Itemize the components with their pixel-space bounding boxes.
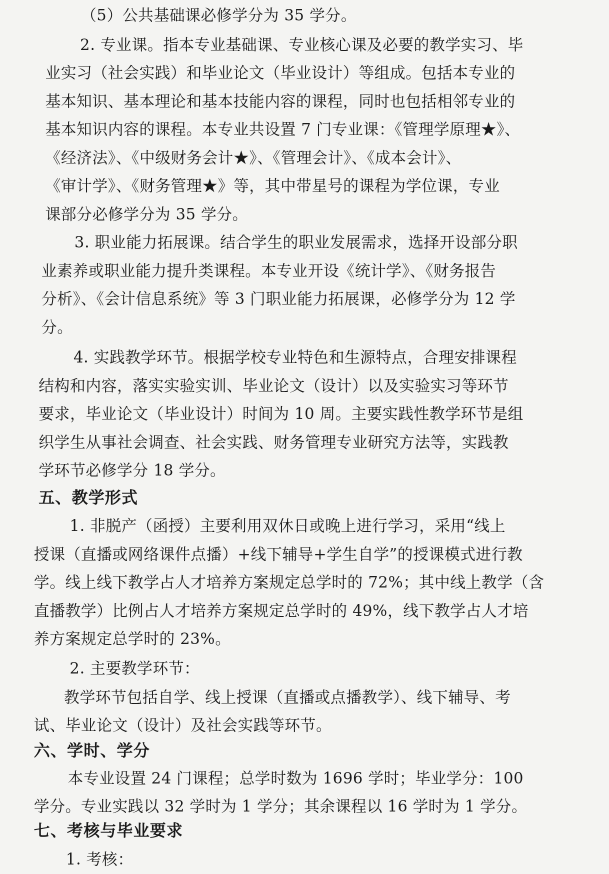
text-line: 结构和内容，落实实验实训、毕业论文（设计）以及实验实习等环节 bbox=[38, 376, 509, 395]
text-line: 2. 主要教学环节： bbox=[69, 659, 200, 678]
text-line: 学分。专业实践以 32 学时为 1 学分；其余课程以 16 学时为 1 学分。 bbox=[33, 797, 528, 816]
text-line: 《经济法》、《中级财务会计★》、《管理会计》、《成本会计》、 bbox=[45, 148, 462, 167]
text-line: 基本知识内容的课程。本专业共设置 7 门专业课：《管理学原理★》、 bbox=[45, 120, 521, 139]
text-line: 课部分必修学分为 35 学分。 bbox=[45, 205, 248, 224]
text-line: 分析》、《会计信息系统》等 3 门职业能力拓展课，必修学分为 12 学 bbox=[41, 290, 516, 308]
text-line: 4. 实践教学环节。根据学校专业特色和生源特点，合理安排课程 bbox=[73, 348, 517, 367]
text-line: 业素养或职业能力提升类课程。本专业开设《统计学》、《财务报告 bbox=[41, 261, 497, 280]
text-line: （5）公共基础课必修学分为 35 学分。 bbox=[80, 6, 357, 25]
text-line: 《审计学》、《财务管理★》等，其中带星号的课程为学位课，专业 bbox=[45, 177, 500, 195]
section-heading-hours-credits: 六、学时、学分 bbox=[33, 742, 150, 761]
text-line: 分。 bbox=[41, 318, 73, 337]
text-line: 织学生从事社会调查、社会实践、财务管理专业研究方法等，实践教 bbox=[38, 433, 509, 452]
text-line: 业实习（社会实践）和毕业论文（毕业设计）等组成。包括本专业的 bbox=[45, 64, 516, 82]
text-line: 授课（直播或网络课件点播）+线下辅导+学生自学”的授课模式进行教 bbox=[33, 545, 523, 564]
text-line: 1. 非脱产（函授）主要利用双休日或晚上进行学习，采用“线上 bbox=[69, 516, 506, 535]
text-line: 学。线上线下教学占人才培养方案规定总学时的 72%；其中线上教学（含 bbox=[33, 573, 545, 592]
section-heading-assessment: 七、考核与毕业要求 bbox=[33, 822, 184, 841]
text-line: 本专业设置 24 门课程；总学时数为 1696 学时；毕业学分：100 bbox=[67, 769, 524, 788]
text-line: 1. 考核： bbox=[65, 850, 134, 869]
text-line: 要求，毕业论文（毕业设计）时间为 10 周。主要实践性教学环节是组 bbox=[38, 404, 524, 423]
text-line: 3. 职业能力拓展课。结合学生的职业发展需求，选择开设部分职 bbox=[74, 233, 518, 252]
text-line: 教学环节包括自学、线上授课（直播或点播教学）、线下辅导、考 bbox=[64, 688, 511, 707]
text-line: 学环节必修学分 18 学分。 bbox=[38, 461, 226, 480]
text-line: 基本知识、基本理论和基本技能内容的课程，同时也包括相邻专业的 bbox=[45, 92, 516, 111]
section-heading-teaching-form: 五、教学形式 bbox=[38, 488, 139, 508]
text-line: 直播教学）比例占人才培养方案规定总学时的 49%，线下教学占人才培 bbox=[33, 601, 529, 620]
text-line: 2. 专业课。指本专业基础课、专业核心课及必要的教学实习、毕 bbox=[80, 35, 524, 54]
text-line: 试、毕业论文（设计）及社会实践等环节。 bbox=[33, 716, 332, 735]
text-line: 养方案规定总学时的 23%。 bbox=[33, 629, 231, 648]
